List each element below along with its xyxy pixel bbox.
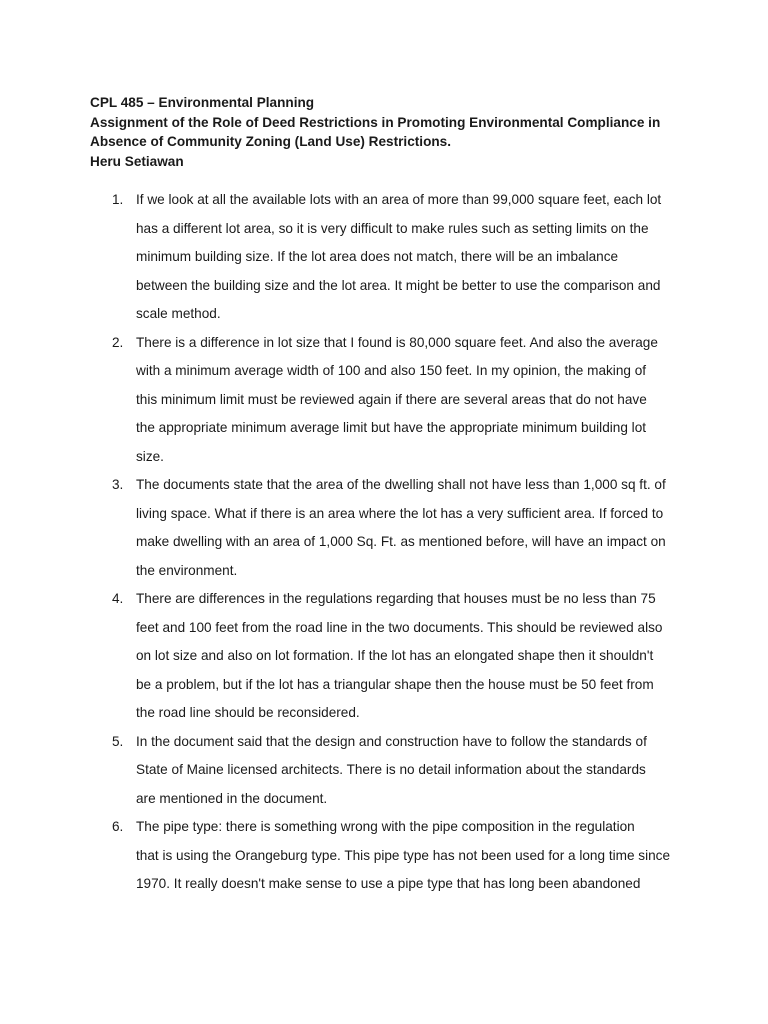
list-item-text [136,728,690,814]
text-line: There are differences in the regulations regarding that houses must be no less than 75 [136,591,656,606]
text-line: size. [136,448,164,464]
text-line: The documents state that the area of the dwelling shall not have less than 1,000 sq ft. of [136,477,666,492]
list-item-text [136,471,690,585]
text-line: feet and 100 feet from the road line in the two documents. This should be reviewed also [136,619,663,635]
list-item-text [136,585,690,728]
document-header [90,93,690,171]
text-line: the environment. [136,562,238,578]
list-item-number: 2. [112,334,124,350]
list-item [90,471,690,585]
text-line: are mentioned in the document. [136,790,328,806]
text-line: between the building size and the lot area. It might be better to use the comparison and [136,277,661,293]
course-title: CPL 485 – Environmental Planning [90,95,315,110]
text-line: If we look at all the available lots with an area of more than 99,000 square feet, each lot [136,192,662,207]
text-line: minimum building size. If the lot area does not match, there will be an imbalance [136,249,619,264]
list-item [90,813,690,899]
list-item-text [136,186,690,329]
text-line: The pipe type: there is something wrong with the pipe composition in the regulation [136,819,635,834]
text-line: In the document said that the design and construction have to follow the standards of [136,733,647,749]
assignment-title-line-1: Assignment of the Role of Deed Restrictions in Promoting Environmental Compliance in [90,114,661,130]
list-item [90,585,690,728]
text-line: the road line should be reconsidered. [136,705,360,720]
list-item-number: 3. [112,477,124,492]
author-name: Heru Setiawan [90,153,184,169]
text-line: on lot size and also on lot formation. If the lot has an elongated shape then it shouldn't [136,648,654,663]
text-line: make dwelling with an area of 1,000 Sq. Ft. as mentioned before, will have an impact on [136,534,666,549]
list-item-number: 6. [112,819,124,834]
text-line: this minimum limit must be reviewed again if there are several areas that do not have [136,391,647,407]
list-item [90,186,690,329]
numbered-list [90,186,690,899]
text-line: There is a difference in lot size that I found is 80,000 square feet. And also the average [136,334,658,350]
list-item-text [136,329,690,472]
text-line: scale method. [136,306,221,321]
text-line: that is using the Orangeburg type. This pipe type has not been used for a long time since [136,847,671,863]
text-line: living space. What if there is an area where the lot has a very sufficient area. If forced to [136,505,664,521]
text-line: 1970. It really doesn't make sense to use a pipe type that has long been abandoned [136,876,641,891]
text-line: with a minimum average width of 100 and also 150 feet. In my opinion, the making of [136,363,647,378]
assignment-title-line-2: Absence of Community Zoning (Land Use) Restrictions. [90,134,452,149]
text-line: has a different lot area, so it is very difficult to make rules such as setting limits on the [136,220,649,236]
text-line: State of Maine licensed architects. There is no detail information about the standards [136,762,646,777]
text-line: be a problem, but if the lot has a triangular shape then the house must be 50 feet from [136,676,654,692]
list-item-number: 4. [112,591,124,606]
list-item-text [136,813,690,899]
text-line: the appropriate minimum average limit but have the appropriate minimum building lot [136,420,647,435]
list-item-number: 1. [112,192,124,207]
list-item [90,329,690,472]
list-item [90,728,690,814]
list-item-number: 5. [112,733,124,749]
